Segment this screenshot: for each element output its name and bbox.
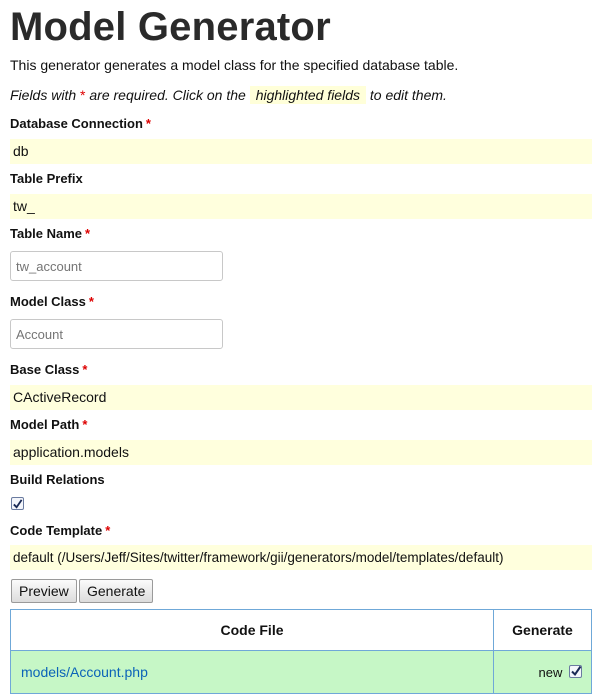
required-star: * bbox=[145, 116, 151, 131]
table-name-label bbox=[10, 226, 90, 241]
base-class-label bbox=[10, 362, 87, 377]
required-star: * bbox=[82, 417, 88, 432]
required-star: * bbox=[88, 294, 94, 309]
code-file-header: Code File bbox=[11, 610, 494, 651]
table-name-input[interactable] bbox=[10, 251, 223, 281]
table-name-label-text: Table Name bbox=[10, 226, 83, 241]
db-connection-field[interactable]: db bbox=[10, 139, 592, 164]
base-class-field[interactable]: CActiveRecord bbox=[10, 385, 592, 410]
checkmark-icon bbox=[12, 498, 23, 510]
model-path-label bbox=[10, 417, 87, 432]
table-prefix-label: Table Prefix bbox=[10, 171, 83, 186]
hint-prefix: Fields with bbox=[10, 87, 77, 103]
hint-middle: are required. Click on the bbox=[89, 87, 246, 103]
hint-highlight: highlighted fields bbox=[250, 86, 366, 104]
table-row bbox=[11, 651, 592, 694]
form-hint bbox=[10, 87, 447, 103]
hint-suffix: to edit them. bbox=[369, 87, 447, 103]
build-relations-label: Build Relations bbox=[10, 472, 105, 487]
required-star: * bbox=[82, 362, 88, 377]
code-template-label-text: Code Template bbox=[10, 523, 103, 538]
required-star: * bbox=[105, 523, 111, 538]
page-title: Model Generator bbox=[10, 5, 331, 49]
required-star: * bbox=[85, 226, 91, 241]
generate-header: Generate bbox=[494, 610, 592, 651]
preview-button[interactable]: Preview bbox=[11, 579, 77, 603]
table-header-row bbox=[11, 610, 592, 651]
model-path-field[interactable]: application.models bbox=[10, 440, 592, 465]
file-status: new bbox=[538, 664, 563, 680]
build-relations-checkbox[interactable] bbox=[11, 497, 24, 510]
db-connection-label bbox=[10, 116, 151, 131]
checkmark-icon bbox=[570, 665, 582, 677]
table-prefix-field[interactable]: tw_ bbox=[10, 194, 592, 219]
db-connection-label-text: Database Connection bbox=[10, 116, 143, 131]
code-template-field[interactable]: default (/Users/Jeff/Sites/twitter/framework/gii/generators/model/templates/default) bbox=[10, 545, 592, 570]
code-file-link[interactable]: models/Account.php bbox=[11, 651, 494, 694]
model-path-label-text: Model Path bbox=[10, 417, 80, 432]
model-class-input[interactable] bbox=[10, 319, 223, 349]
code-files-table bbox=[10, 609, 592, 694]
generate-button[interactable]: Generate bbox=[79, 579, 153, 603]
required-star: * bbox=[80, 87, 86, 103]
generate-cell bbox=[494, 651, 592, 694]
code-template-label bbox=[10, 523, 110, 538]
model-class-label-text: Model Class bbox=[10, 294, 86, 309]
generate-file-checkbox[interactable] bbox=[569, 665, 582, 678]
model-class-label bbox=[10, 294, 94, 309]
page-description: This generator generates a model class for the specified database table. bbox=[10, 57, 459, 73]
base-class-label-text: Base Class bbox=[10, 362, 80, 377]
